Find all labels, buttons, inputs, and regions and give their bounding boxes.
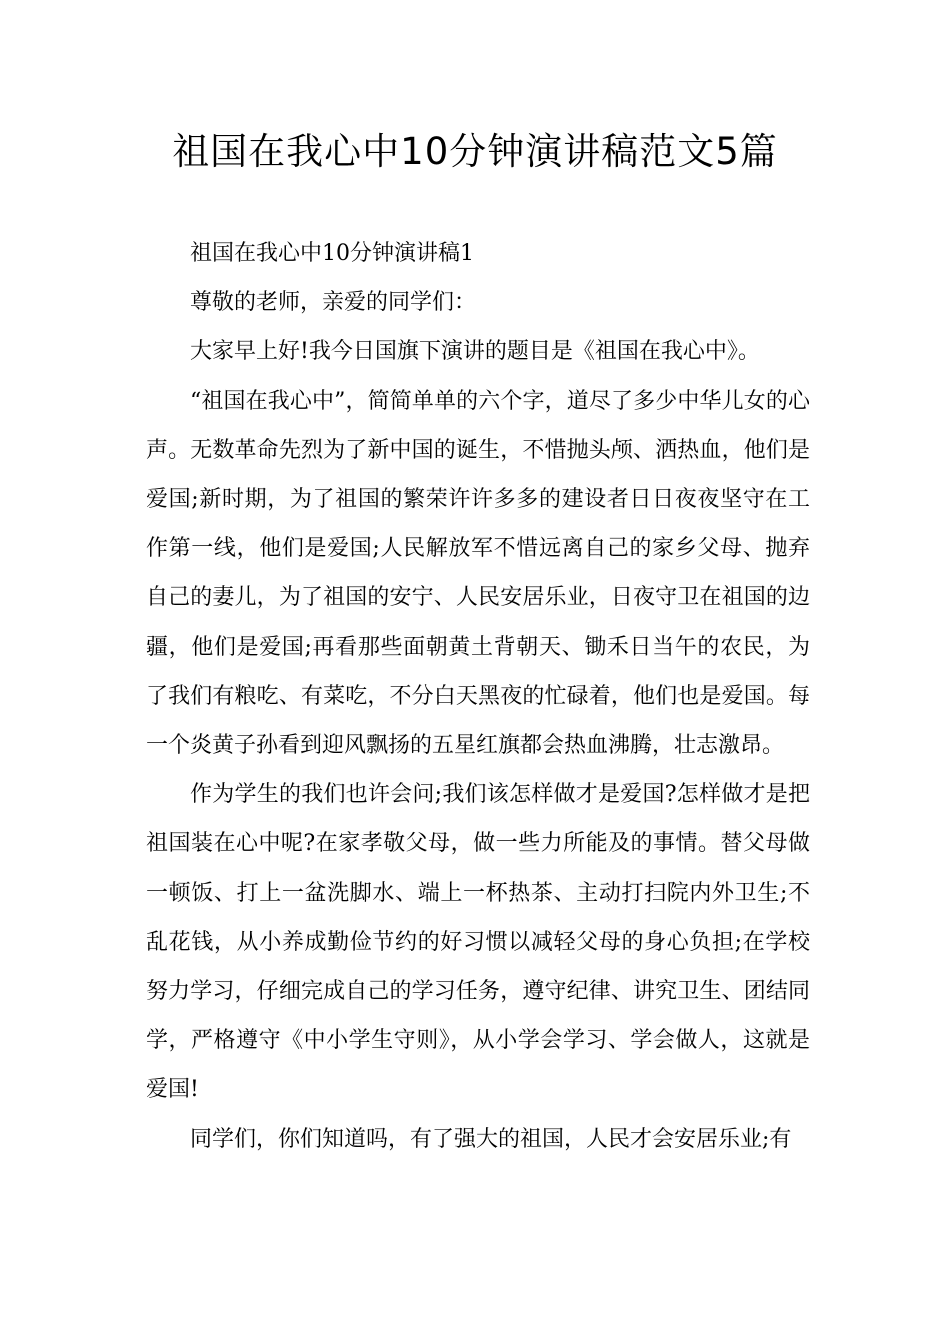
- document-title: 祖国在我心中10分钟演讲稿范文5篇: [172, 130, 778, 173]
- salutation-paragraph: 尊敬的老师，亲爱的同学们：: [190, 290, 477, 316]
- body-paragraph: 作为学生的我们也许会问;我们该怎样做才是爱国?怎样做才是把祖国装在心中呢?在家孝敬父母，做一些力所能及的事情。替父母做一顿饭、打上一盆洗脚水、端上一杯热茶、主动打扫院内外卫生;不乱花钱，从小养成勤俭节约的好习惯以减轻父母的身心负担;在学校努力学习，仔细完成自己的学习任务，遵守纪律、讲究卫生、团结同学，严格遵守《中小学生守则》，从小学会学习、学会做人，这就是爱国!: [146, 782, 810, 1103]
- document-body: [146, 229, 810, 1164]
- greeting-paragraph: 大家早上好!我今日国旗下演讲的题目是《祖国在我心中》。: [190, 339, 760, 365]
- body-paragraph: “祖国在我心中”，简简单单的六个字，道尽了多少中华儿女的心声。无数革命先烈为了新中国的诞生，不惜抛头颅、洒热血，他们是爱国;新时期，为了祖国的繁荣许许多多的建设者日日夜夜坚守在工作第一线，他们是爱国;人民解放军不惜远离自己的家乡父母、抛弃自己的妻儿，为了祖国的安宁、人民安居乐业，日夜守卫在祖国的边疆，他们是爱国;再看那些面朝黄土背朝天、锄禾日当午的农民，为了我们有粮吃、有菜吃，不分白天黑夜的忙碌着，他们也是爱国。每一个炎黄子孙看到迎风飘扬的五星红旗都会热血沸腾，壮志激昂。: [146, 388, 810, 759]
- body-paragraph: 同学们，你们知道吗，有了强大的祖国，人民才会安居乐业;有: [190, 1126, 792, 1152]
- section-heading: 祖国在我心中10分钟演讲稿1: [190, 241, 474, 266]
